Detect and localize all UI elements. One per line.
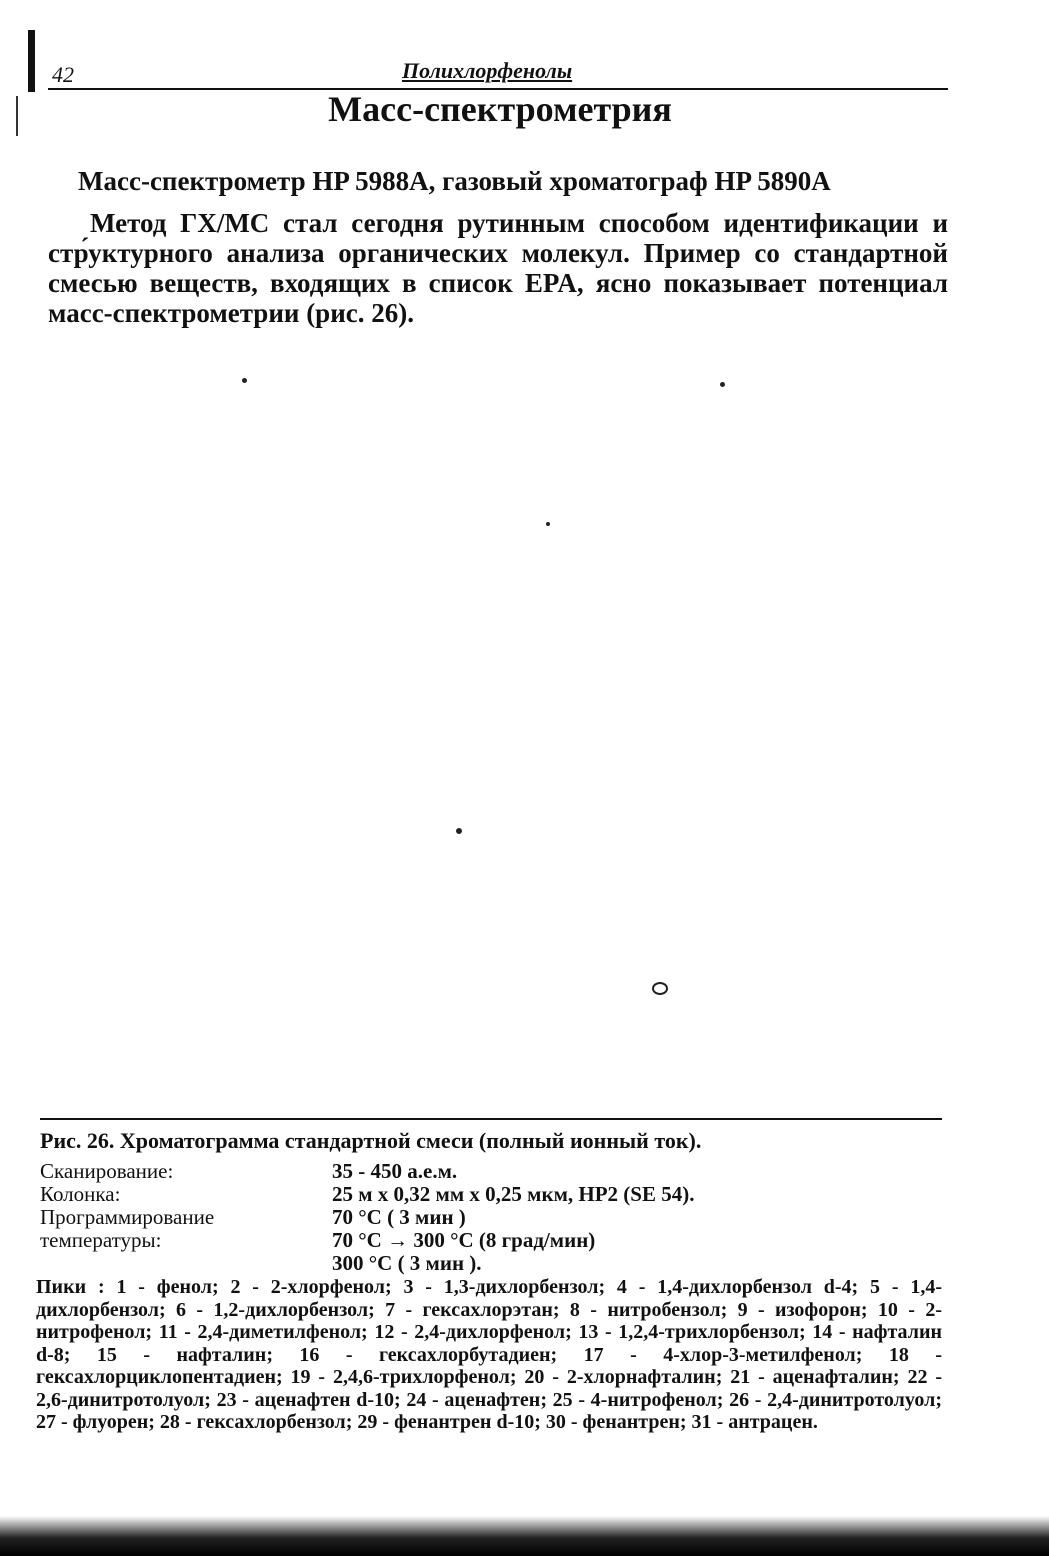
body-paragraph-text: Метод ГХ/МС стал сегодня рутинным способом идентификации и стр́уктурного анализа органических молекул. Пример со стандартной смесью веществ, входящих в список EPA, ясно показывает потенциал масс-спектрометрии (рис. 26). (48, 208, 948, 328)
param-value: 300 °C ( 3 мин ). (332, 1251, 482, 1275)
subsection-title: Масс-спектрометр HP 5988A, газовый хроматограф HP 5890A (78, 166, 831, 196)
figure-caption: Рис. 26. Хроматограмма стандартной смеси (полный ионный ток). (40, 1128, 702, 1153)
peaks-legend: Пики : 1 - фенол; 2 - 2-хлорфенол; 3 - 1,3-дихлорбензол; 4 - 1,4-дихлорбензол d-4; 5 - 1,4-дихлорбензол; 6 - 1,2-дихлорбензол; 7 - гексахлорэтан; 8 - нитробензол; 9 - изофорон; 10 - 2-нитрофенол; 11 - 2,4-диметилфенол; 12 - 2,4-дихлорфенол; 13 - 1,2,4-трихлорбензол; 14 - нафталин d-8; 15 - нафталин; 16 - гексахлорбутадиен; 17 - 4-хлор-3-метилфенол; 18 - гексахлорциклопентадиен; 19 - 2,4,6-трихлорфенол; 20 - 2-хлорнафталин; 21 - аценафталин; 22 - 2,6-динитротолуол; 23 - аценафтен d-10; 24 - аценафтен; 25 - 4-нитрофенол; 26 - 2,4-динитротолуол; 27 - флуорен; 28 - гексахлорбензол; 29 - фенантрен d-10; 30 - фенантрен; 31 - антрацен. (36, 1276, 942, 1433)
scan-bottom-edge (0, 1516, 1049, 1556)
param-label: Сканирование: (40, 1159, 174, 1183)
section-title: Масс-спектрометрия (328, 89, 672, 129)
scan-edge-mark (28, 30, 35, 92)
param-label: Программирование (40, 1205, 215, 1229)
param-value: 70 °C → 300 °C (8 град/мин) (332, 1228, 596, 1252)
scan-speck (242, 378, 247, 383)
param-label: Колонка: (40, 1182, 121, 1206)
figure-blank-area (48, 340, 948, 1110)
running-header (48, 58, 948, 90)
param-label: температуры: (40, 1228, 162, 1252)
param-value: 70 °C ( 3 мин ) (332, 1205, 466, 1229)
param-value: 35 - 450 а.е.м. (332, 1159, 458, 1183)
param-value: 25 м x 0,32 мм x 0,25 мкм, HP2 (SE 54). (332, 1182, 695, 1206)
page-number: 42 (52, 62, 74, 87)
scan-speck (546, 522, 550, 526)
scan-speck (456, 828, 462, 834)
scan-speck (720, 382, 725, 387)
caption-divider (40, 1118, 942, 1120)
body-paragraph (48, 208, 948, 328)
running-title: Полихлорфенолы (402, 58, 573, 83)
scan-speck (652, 982, 668, 995)
